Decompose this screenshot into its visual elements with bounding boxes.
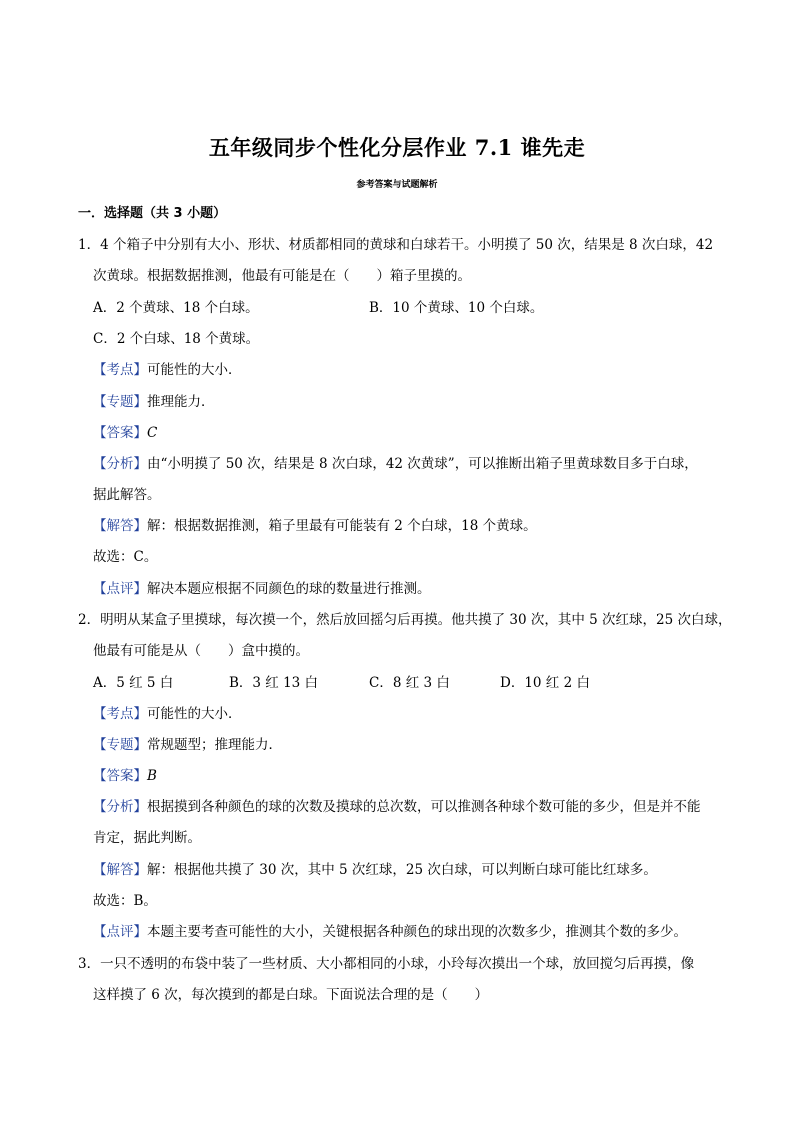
q3-stem-line1: 3．一只不透明的布袋中装了一些材质、大小都相同的小球，小玲每次摸出一个球，放回搅匀后再摸，像 (78, 956, 695, 972)
q1-dianping (93, 580, 431, 598)
q2-fenxi-line2: 肯定，据此判断。 (93, 830, 201, 846)
q2-option-d: D．10 红 2 白 (500, 675, 590, 691)
q1-zhuanti-tag: 【专题】 (93, 394, 147, 410)
q1-kaodian-text: 可能性的大小． (147, 362, 242, 378)
q2-kaodian-text: 可能性的大小． (147, 706, 242, 722)
q1-kaodian (93, 361, 242, 379)
q2-kaodian-tag: 【考点】 (93, 706, 147, 722)
q2-fenxi (93, 798, 701, 816)
q2-fenxi-text: 根据摸到各种颜色的球的次数及摸球的总次数，可以推测各种球个数可能的多少，但是并不能 (147, 799, 701, 815)
q1-jieda-text: 解：根据数据推测，箱子里最有可能装有 2 个白球，18 个黄球。 (147, 518, 537, 534)
document-title: 五年级同步个性化分层作业 7.1 谁先走 (208, 135, 586, 160)
q1-dianping-tag: 【点评】 (93, 581, 147, 597)
q1-kaodian-tag: 【考点】 (93, 362, 147, 378)
q2-stem-line1: 2．明明从某盒子里摸球，每次摸一个，然后放回摇匀后再摸。他共摸了 30 次，其中 5 次红球，25 次白球， (78, 612, 732, 628)
q2-stem-line2: 他最有可能是从（ ）盒中摸的。 (93, 643, 309, 659)
q2-jieda-text: 解：根据他共摸了 30 次，其中 5 次红球，25 次白球，可以判断白球可能比红球多。 (147, 862, 657, 878)
q1-fenxi-text: 由“小明摸了 50 次，结果是 8 次白球，42 次黄球”，可以推断出箱子里黄球数目多于白球， (147, 456, 698, 472)
q2-daan-text: B (147, 768, 157, 784)
q1-guxuan: 故选：C。 (93, 549, 158, 565)
q1-option-c: C．2 个白球、18 个黄球。 (93, 331, 260, 347)
q2-zhuanti-tag: 【专题】 (93, 737, 147, 753)
q1-fenxi (93, 455, 698, 473)
q2-jieda (93, 861, 657, 879)
q2-zhuanti (93, 736, 282, 754)
q2-zhuanti-text: 常规题型；推理能力． (147, 737, 282, 753)
q1-dianping-text: 解决本题应根据不同颜色的球的数量进行推测。 (147, 581, 431, 597)
q2-fenxi-tag: 【分析】 (93, 799, 147, 815)
q2-daan (93, 767, 157, 785)
q2-option-a: A．5 红 5 白 (93, 675, 174, 691)
q2-dianping-tag: 【点评】 (93, 924, 147, 940)
q2-guxuan: 故选：B。 (93, 893, 157, 909)
q1-daan (93, 424, 157, 442)
q1-stem-line2: 次黄球。根据数据推测，他最有可能是在（ ）箱子里摸的。 (93, 268, 471, 284)
q1-daan-text: C (147, 425, 158, 441)
q1-fenxi-tag: 【分析】 (93, 456, 147, 472)
q3-stem-line2: 这样摸了 6 次，每次摸到的都是白球。下面说法合理的是（ ） (93, 987, 489, 1003)
q1-stem-line1: 1．4 个箱子中分别有大小、形状、材质都相同的黄球和白球若干。小明摸了 50 次，结果是 8 次白球，42 (78, 237, 714, 253)
q2-daan-tag: 【答案】 (93, 768, 147, 784)
q1-option-b: B．10 个黄球、10 个白球。 (369, 300, 544, 316)
section-heading: 一．选择题（共 3 小题） (78, 206, 227, 221)
q1-daan-tag: 【答案】 (93, 425, 147, 441)
q1-zhuanti (93, 393, 215, 411)
document-subtitle: 参考答案与试题解析 (356, 180, 438, 190)
q1-jieda-tag: 【解答】 (93, 518, 147, 534)
q1-jieda (93, 517, 537, 535)
q1-zhuanti-text: 推理能力． (147, 394, 215, 410)
q2-option-c: C．8 红 3 白 (369, 675, 450, 691)
q2-dianping (93, 923, 687, 941)
q2-dianping-text: 本题主要考查可能性的大小，关键根据各种颜色的球出现的次数多少，推测其个数的多少。 (147, 924, 687, 940)
q1-fenxi-line2: 据此解答。 (93, 487, 161, 503)
q2-option-b: B．3 红 13 白 (229, 675, 319, 691)
q2-kaodian (93, 705, 242, 723)
q1-option-a: A．2 个黄球、18 个白球。 (93, 300, 259, 316)
q2-jieda-tag: 【解答】 (93, 862, 147, 878)
